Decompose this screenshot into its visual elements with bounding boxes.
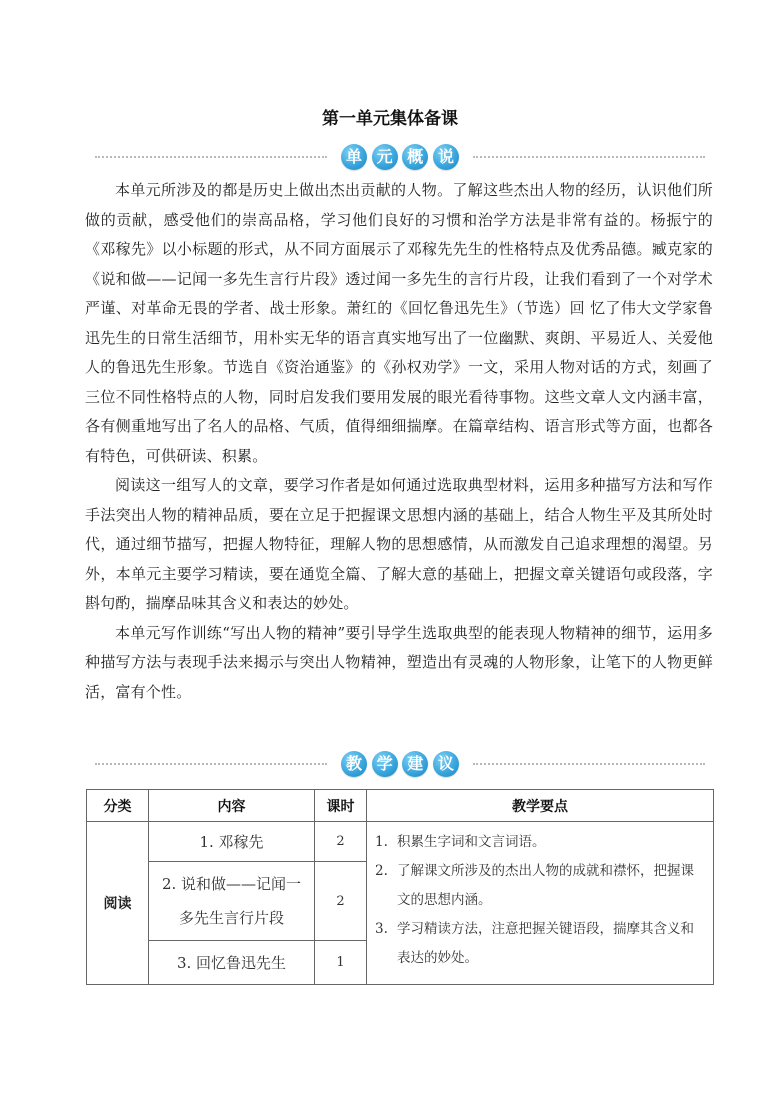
lesson-hours: 2 xyxy=(315,822,367,862)
column-header: 分类 xyxy=(87,790,149,822)
dotted-divider-right xyxy=(473,763,705,765)
banner-title xyxy=(341,142,459,172)
unit-overview-text xyxy=(85,176,713,707)
teaching-point: 1. 积累生字词和文言词语。 xyxy=(375,834,546,850)
table-row xyxy=(87,822,714,862)
teaching-point: 2. 了解课文所涉及的杰出人物的成就和襟怀，把握课文的思想内涵。 xyxy=(375,863,694,908)
teaching-point: 3. 学习精读方法，注意把握关键语段，揣摩其含义和表达的妙处。 xyxy=(375,921,694,966)
banner-char: 议 xyxy=(433,751,459,777)
lesson-title: 1. 邓稼先 xyxy=(149,822,315,862)
banner-char: 元 xyxy=(372,144,398,170)
column-header: 内容 xyxy=(149,790,315,822)
page-title: 第一单元集体备课 xyxy=(322,109,458,129)
dotted-divider-left xyxy=(95,763,327,765)
teaching-plan-table xyxy=(86,789,714,985)
banner-title xyxy=(341,749,459,779)
column-header: 教学要点 xyxy=(367,790,714,822)
paragraph: 本单元所涉及的都是历史上做出杰出贡献的人物。了解这些杰出人物的经历，认识他们所做的贡献，感受他们的崇高品格，学习他们良好的习惯和治学方法是非常有益的。杨振宁的《邓稼先》以小标题的形式，从不同方面展示了邓稼先先生的性格特点及优秀品德。臧克家的《说和做——记闻一多先生言行片段》透过闻一多先生的言行片段，让我们看到了一个对学术严谨、对革命无畏的学者、战士形象。萧红的《回忆鲁迅先生》（节选）回 忆了伟大文学家鲁迅先生的日常生活细节，用朴实无华的语言真实地写出了一位幽默、爽朗、平易近人、关爱他人的鲁迅先生形象。节选自《资治通鉴》的《孙权劝学》一文，采用人物对话的方式，刻画了三位不同性格特点的人物，同时启发我们要用发展的眼光看待事物。这些文章人文内涵丰富，各有侧重地写出了名人的品格、气质，值得细细揣摩。在篇章结构、语言形式等方面，也都各有特色，可供研读、积累。 xyxy=(85,181,713,465)
banner-char: 教 xyxy=(341,751,367,777)
banner-char: 说 xyxy=(433,144,459,170)
banner-char: 单 xyxy=(341,144,367,170)
section-banner-unit-overview xyxy=(95,142,705,172)
banner-char: 建 xyxy=(402,751,428,777)
dotted-divider-right xyxy=(473,156,705,158)
teaching-points-cell xyxy=(367,822,714,985)
lesson-hours: 1 xyxy=(315,941,367,985)
lesson-title: 2. 说和做——记闻一多先生言行片段 xyxy=(149,862,315,941)
column-header: 课时 xyxy=(315,790,367,822)
dotted-divider-left xyxy=(95,156,327,158)
lesson-title: 3. 回忆鲁迅先生 xyxy=(149,941,315,985)
paragraph: 阅读这一组写人的文章，要学习作者是如何通过选取典型材料，运用多种描写方法和写作手法突出人物的精神品质，要在立足于把握课文思想内涵的基础上，结合人物生平及其所处时代，通过细节描写，把握人物特征，理解人物的思想感情，从而激发自己追求理想的渴望。另外，本单元主要学习精读，要在通览全篇、了解大意的基础上，把握文章关键语句或段落，字斟句酌，揣摩品味其含义和表达的妙处。 xyxy=(85,476,713,612)
banner-char: 学 xyxy=(372,751,398,777)
section-banner-teaching-suggestions xyxy=(95,749,705,779)
banner-char: 概 xyxy=(402,144,428,170)
table-header-row xyxy=(87,790,714,822)
category-cell: 阅读 xyxy=(87,822,149,985)
lesson-hours: 2 xyxy=(315,862,367,941)
paragraph: 本单元写作训练“写出人物的精神”要引导学生选取典型的能表现人物精神的细节，运用多种描写方法与表现手法来揭示与突出人物精神，塑造出有灵魂的人物形象，让笔下的人物更鲜活，富有个性。 xyxy=(85,623,713,701)
teaching-points-list xyxy=(375,828,703,973)
